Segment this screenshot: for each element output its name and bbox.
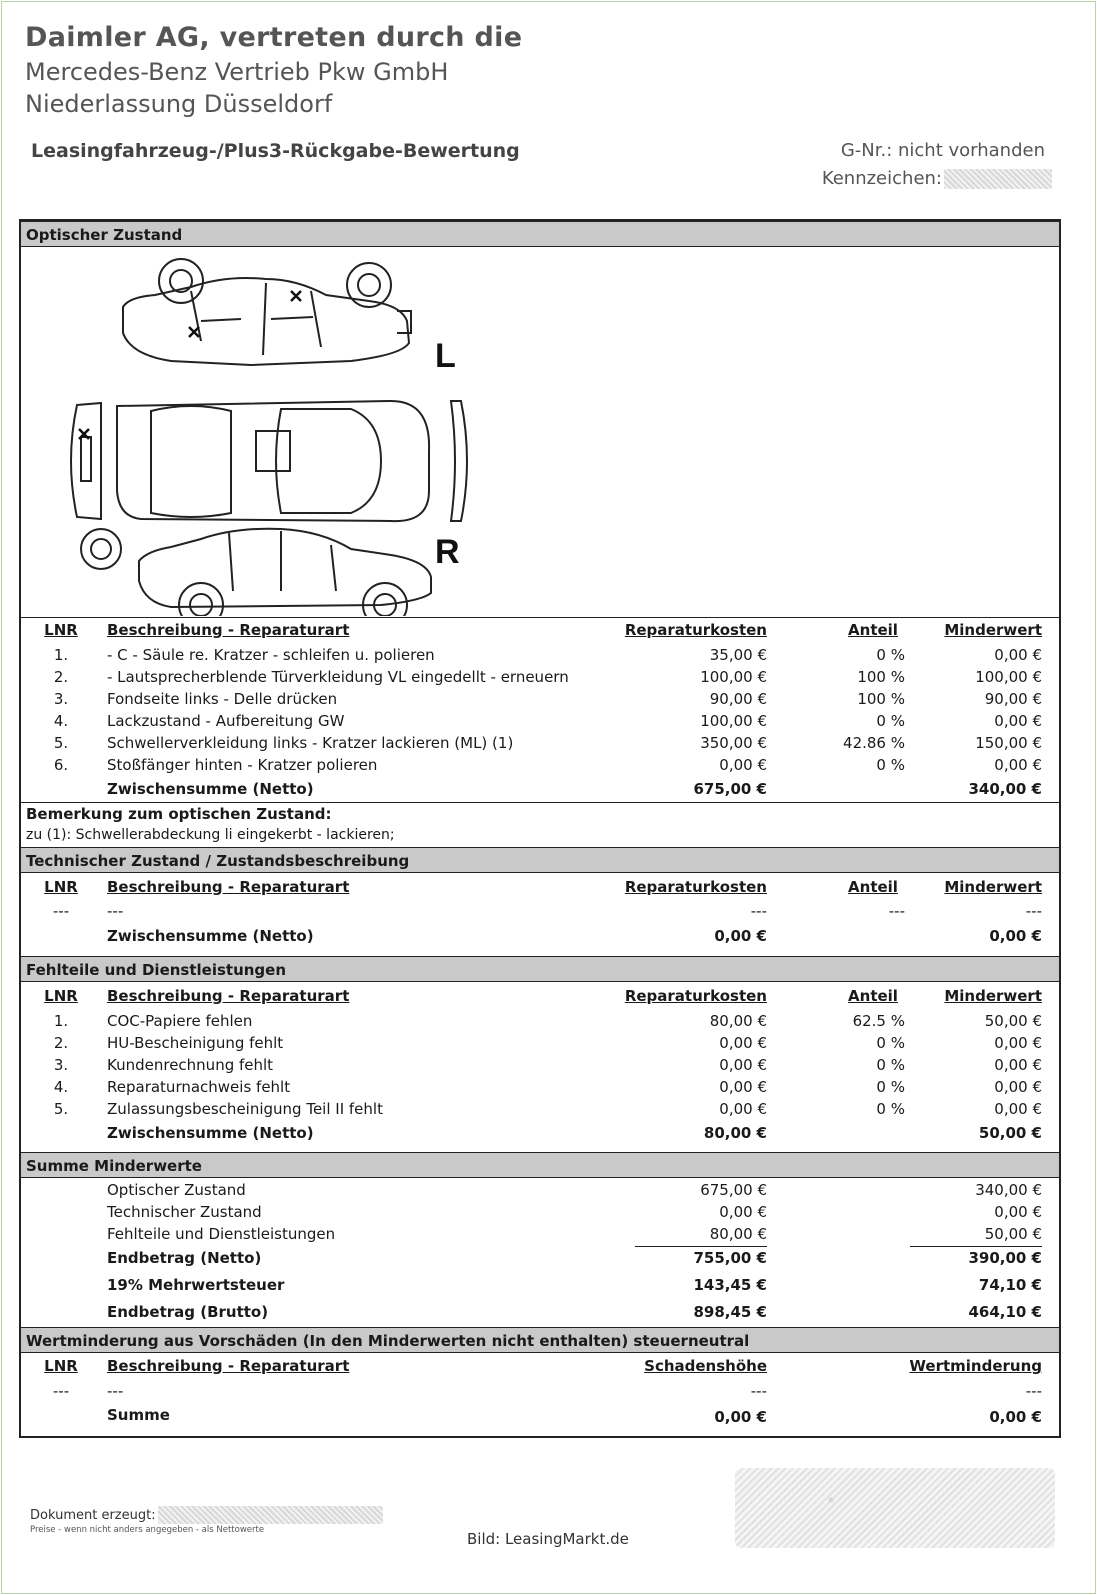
optical-header-loss: Minderwert (944, 621, 1042, 639)
summary-cost: 675,00 € (700, 1181, 767, 1199)
optical-header-share: Anteil (848, 621, 898, 639)
row-lnr: 6. (53, 756, 69, 774)
row-loss: 100,00 € (975, 668, 1042, 686)
missing-header-desc: Beschreibung - Reparaturart (107, 987, 350, 1005)
row-cost: 100,00 € (700, 712, 767, 730)
row-desc: Lackzustand - Aufbereitung GW (107, 712, 345, 730)
summary-loss: 50,00 € (984, 1225, 1042, 1243)
divider (21, 802, 1059, 803)
row-cost: 350,00 € (700, 734, 767, 752)
prior-sum-label: Summe (107, 1406, 170, 1424)
company-subsidiary: Mercedes-Benz Vertrieb Pkw GmbH (25, 58, 449, 86)
row-share: 0 % (876, 1034, 905, 1052)
optical-subtotal-label: Zwischensumme (Netto) (107, 780, 314, 798)
row-share: 0 % (876, 1078, 905, 1096)
row-desc: Kundenrechnung fehlt (107, 1056, 274, 1074)
kennzeichen-label: Kennzeichen: (821, 168, 942, 189)
row-loss: 0,00 € (994, 1056, 1042, 1074)
gross-total-label: Endbetrag (Brutto) (107, 1303, 269, 1321)
redacted-signature (735, 1468, 1055, 1548)
technical-header-lnr: LNR (44, 878, 78, 896)
row-cost: 0,00 € (719, 1034, 767, 1052)
kennzeichen-field (822, 168, 1052, 189)
section-technical-title: Technischer Zustand / Zustandsbeschreibung (21, 847, 1059, 873)
price-note: Preise - wenn nicht anders angegeben - als Nettowerte (30, 1525, 265, 1535)
row-desc: - Lautsprecherblende Türverkleidung VL eingedellt - erneuern (107, 668, 569, 686)
row-desc: Reparaturnachweis fehlt (107, 1078, 291, 1096)
car-damage-diagram (51, 251, 491, 616)
row-share: --- (888, 902, 905, 920)
document-title: Leasingfahrzeug-/Plus3-Rückgabe-Bewertung (31, 140, 520, 162)
row-desc: --- (107, 1382, 124, 1400)
optical-header-desc: Beschreibung - Reparaturart (107, 621, 350, 639)
technical-header-desc: Beschreibung - Reparaturart (107, 878, 350, 896)
row-desc: Fondseite links - Delle drücken (107, 690, 338, 708)
document-created-label: Dokument erzeugt: (30, 1507, 156, 1523)
row-loss: --- (1025, 902, 1042, 920)
vat-label: 19% Mehrwertsteuer (107, 1276, 285, 1294)
row-cost: 80,00 € (709, 1012, 767, 1030)
row-loss: 150,00 € (975, 734, 1042, 752)
document-created (30, 1506, 383, 1524)
summary-loss: 0,00 € (994, 1203, 1042, 1221)
summary-underline-cost (635, 1246, 767, 1247)
diagram-label-right: R (435, 533, 460, 571)
row-reduction: --- (1025, 1382, 1042, 1400)
row-desc: Schwellerverkleidung links - Kratzer lackieren (ML) (1) (107, 734, 514, 752)
row-loss: 0,00 € (994, 1100, 1042, 1118)
technical-subtotal-cost: 0,00 € (714, 927, 767, 945)
row-cost: --- (750, 902, 767, 920)
missing-subtotal-cost: 80,00 € (703, 1124, 767, 1142)
row-desc: - C - Säule re. Kratzer - schleifen u. polieren (107, 646, 435, 664)
row-share: 42.86 % (843, 734, 905, 752)
row-loss: 50,00 € (984, 1012, 1042, 1030)
row-lnr: 3. (53, 690, 69, 708)
row-desc: HU-Bescheinigung fehlt (107, 1034, 284, 1052)
row-lnr: 4. (53, 712, 69, 730)
row-lnr: 3. (53, 1056, 69, 1074)
optical-remark-text: zu (1): Schwellerabdeckung li eingekerbt - lackieren; (26, 827, 395, 843)
row-cost: 0,00 € (719, 1078, 767, 1096)
row-lnr: --- (52, 1382, 70, 1400)
row-share: 0 % (876, 646, 905, 664)
row-share: 0 % (876, 1056, 905, 1074)
technical-header-loss: Minderwert (944, 878, 1042, 896)
row-amount: --- (750, 1382, 767, 1400)
row-share: 0 % (876, 756, 905, 774)
section-summary-title: Summe Minderwerte (21, 1152, 1059, 1178)
row-lnr: 2. (53, 1034, 69, 1052)
section-optical-title: Optischer Zustand (21, 221, 1059, 247)
row-share: 100 % (857, 690, 905, 708)
row-cost: 0,00 € (719, 756, 767, 774)
company-name: Daimler AG, vertreten durch die (25, 22, 523, 53)
prior-sum-reduction: 0,00 € (989, 1408, 1042, 1426)
summary-loss: 340,00 € (975, 1181, 1042, 1199)
row-share: 0 % (876, 1100, 905, 1118)
row-cost: 0,00 € (719, 1100, 767, 1118)
summary-cost: 80,00 € (709, 1225, 767, 1243)
row-loss: 0,00 € (994, 756, 1042, 774)
row-loss: 0,00 € (994, 646, 1042, 664)
row-share: 100 % (857, 668, 905, 686)
image-credit: Bild: LeasingMarkt.de (467, 1530, 629, 1548)
optical-subtotal-cost: 675,00 € (693, 780, 767, 798)
gross-total-cost: 898,45 € (693, 1303, 767, 1321)
evaluation-box (19, 219, 1061, 1438)
vat-loss: 74,10 € (978, 1276, 1042, 1294)
prior-header-desc: Beschreibung - Reparaturart (107, 1357, 350, 1375)
optical-header-lnr: LNR (44, 621, 78, 639)
technical-header-share: Anteil (848, 878, 898, 896)
row-lnr: 5. (53, 734, 69, 752)
missing-header-lnr: LNR (44, 987, 78, 1005)
row-loss: 0,00 € (994, 1034, 1042, 1052)
missing-subtotal-label: Zwischensumme (Netto) (107, 1124, 314, 1142)
row-lnr: 1. (53, 1012, 69, 1030)
vat-cost: 143,45 € (693, 1276, 767, 1294)
row-lnr: 5. (53, 1100, 69, 1118)
redacted-creator (158, 1506, 383, 1524)
g-nr-field: G-Nr.: nicht vorhanden (840, 140, 1045, 161)
diagram-label-left: L (435, 337, 456, 375)
summary-underline-loss (910, 1246, 1042, 1247)
prior-header-amount: Schadenshöhe (644, 1357, 767, 1375)
section-prior-damage-title: Wertminderung aus Vorschäden (In den Minderwerten nicht enthalten) steuerneutral (21, 1327, 1059, 1353)
missing-header-loss: Minderwert (944, 987, 1042, 1005)
company-branch: Niederlassung Düsseldorf (25, 90, 333, 118)
summary-cost: 0,00 € (719, 1203, 767, 1221)
row-share: 0 % (876, 712, 905, 730)
summary-label: Fehlteile und Dienstleistungen (107, 1225, 336, 1243)
missing-header-cost: Reparaturkosten (624, 987, 767, 1005)
optical-header-cost: Reparaturkosten (624, 621, 767, 639)
row-desc: --- (107, 902, 124, 920)
optical-remark-title: Bemerkung zum optischen Zustand: (26, 805, 332, 823)
net-total-loss: 390,00 € (968, 1249, 1042, 1267)
net-total-cost: 755,00 € (693, 1249, 767, 1267)
row-cost: 100,00 € (700, 668, 767, 686)
technical-header-cost: Reparaturkosten (624, 878, 767, 896)
row-cost: 0,00 € (719, 1056, 767, 1074)
row-desc: Zulassungsbescheinigung Teil II fehlt (107, 1100, 383, 1118)
row-lnr: 4. (53, 1078, 69, 1096)
gross-total-loss: 464,10 € (968, 1303, 1042, 1321)
section-missing-title: Fehlteile und Dienstleistungen (21, 956, 1059, 982)
divider (21, 617, 1059, 618)
redacted-plate (944, 169, 1052, 189)
row-desc: COC-Papiere fehlen (107, 1012, 253, 1030)
net-total-label: Endbetrag (Netto) (107, 1249, 262, 1267)
summary-label: Technischer Zustand (107, 1203, 262, 1221)
row-lnr: 2. (53, 668, 69, 686)
missing-header-share: Anteil (848, 987, 898, 1005)
row-cost: 35,00 € (709, 646, 767, 664)
row-loss: 90,00 € (984, 690, 1042, 708)
summary-label: Optischer Zustand (107, 1181, 246, 1199)
row-loss: 0,00 € (994, 712, 1042, 730)
missing-subtotal-loss: 50,00 € (978, 1124, 1042, 1142)
prior-header-lnr: LNR (44, 1357, 78, 1375)
row-share: 62.5 % (852, 1012, 905, 1030)
row-desc: Stoßfänger hinten - Kratzer polieren (107, 756, 378, 774)
row-loss: 0,00 € (994, 1078, 1042, 1096)
optical-subtotal-loss: 340,00 € (968, 780, 1042, 798)
row-lnr: --- (52, 902, 70, 920)
technical-subtotal-label: Zwischensumme (Netto) (107, 927, 314, 945)
prior-header-reduction: Wertminderung (909, 1357, 1042, 1375)
row-lnr: 1. (53, 646, 69, 664)
technical-subtotal-loss: 0,00 € (989, 927, 1042, 945)
row-cost: 90,00 € (709, 690, 767, 708)
prior-sum-amount: 0,00 € (714, 1408, 767, 1426)
